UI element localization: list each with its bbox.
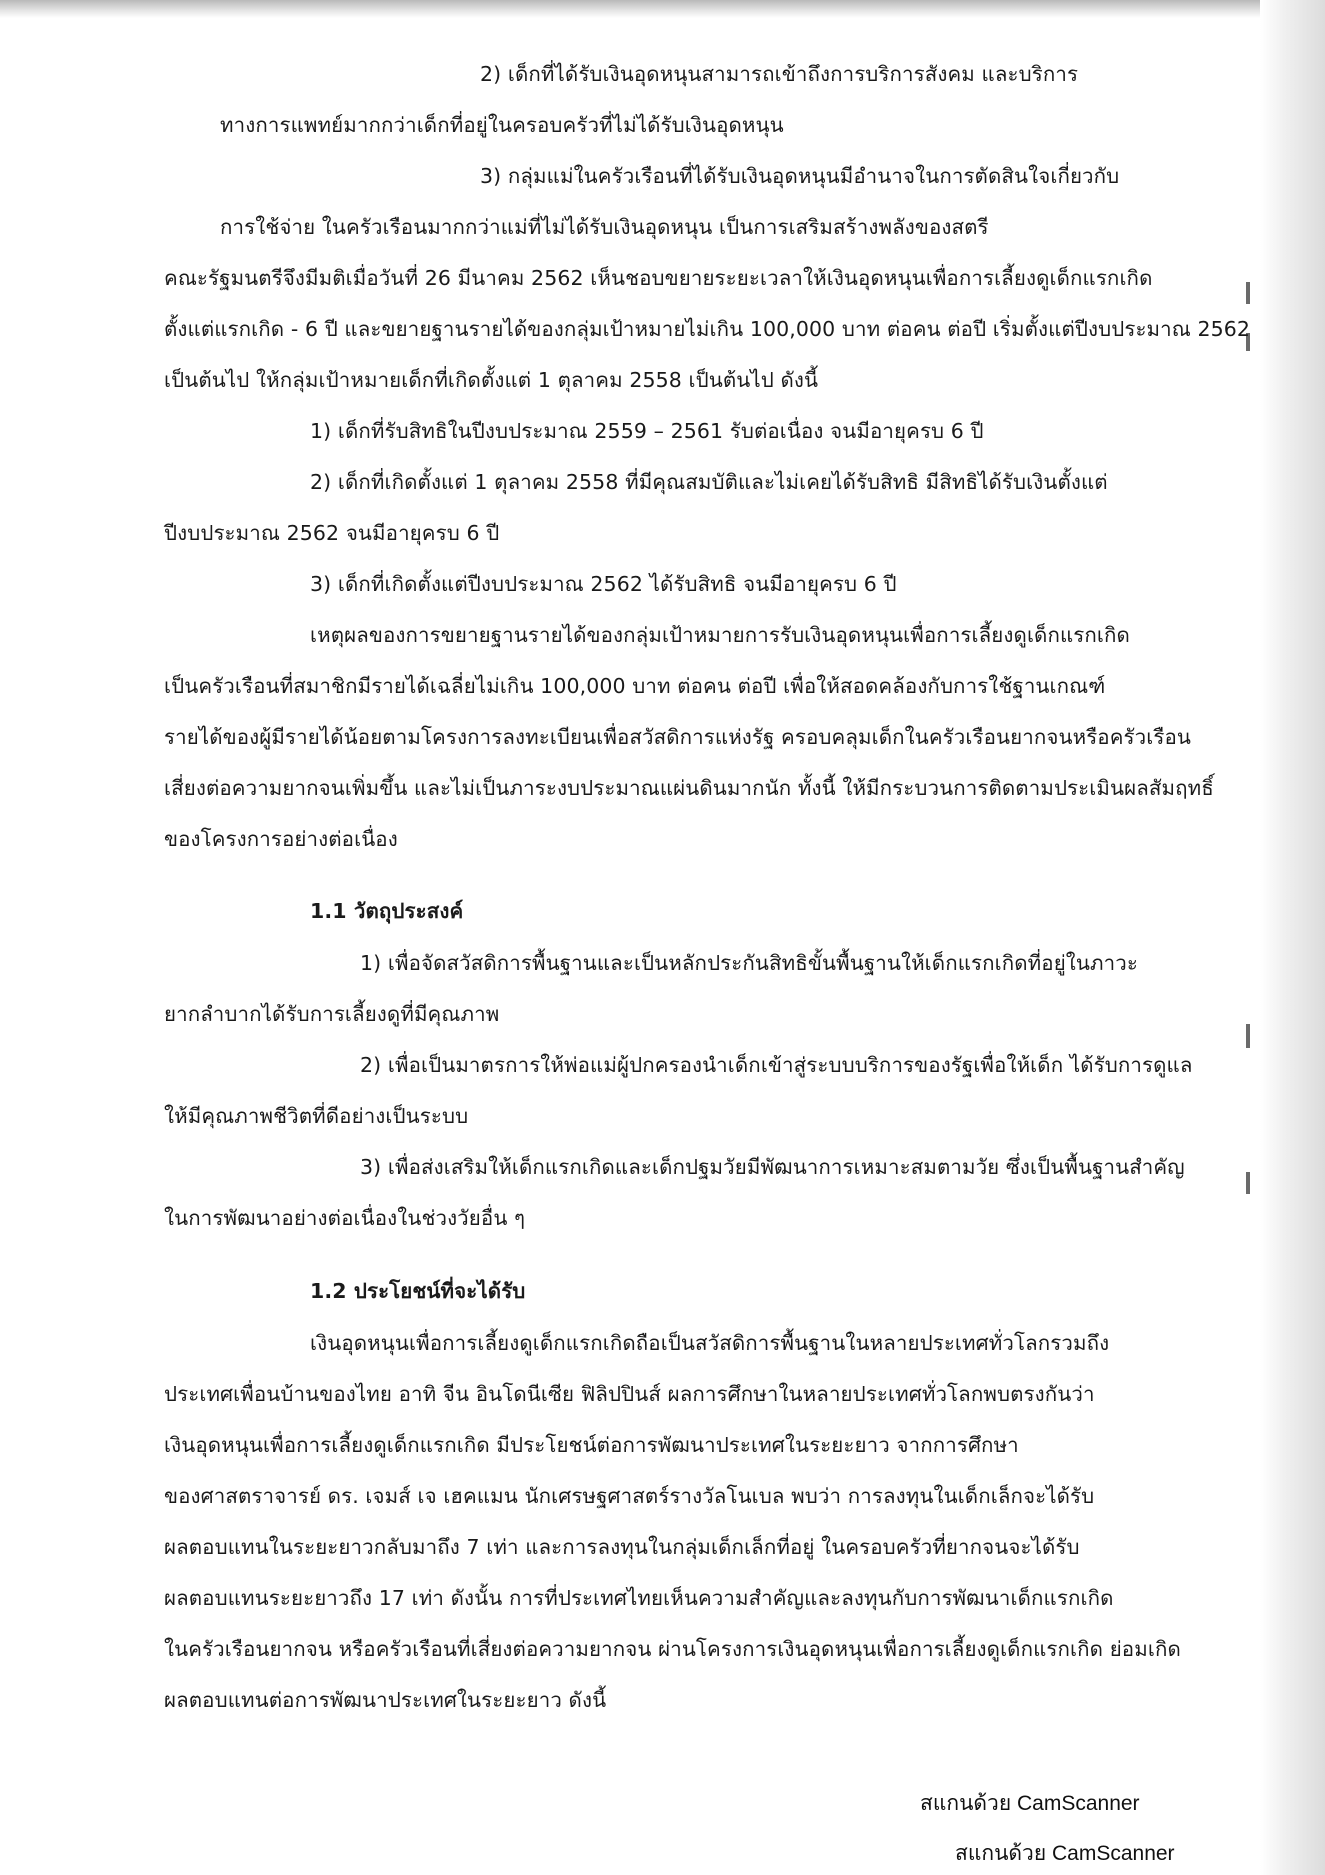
text-line: ของศาสตราจารย์ ดร. เจมส์ เจ เฮคแมน นักเศรษฐศาสตร์รางวัลโนเบล พบว่า การลงทุนในเด็กเล็กจะได้รับ [164,1484,1095,1508]
text-line: เงินอุดหนุนเพื่อการเลี้ยงดูเด็กแรกเกิดถือเป็นสวัสดิการพื้นฐานในหลายประเทศทั่วโลกรวมถึง [310,1331,1110,1355]
text-line: 2) เพื่อเป็นมาตรการให้พ่อแม่ผู้ปกครองนำเด็กเข้าสู่ระบบบริการของรัฐเพื่อให้เด็ก ได้รับการดูแล [360,1053,1193,1077]
scan-edge-mark [1246,282,1250,304]
text-line: ปีงบประมาณ 2562 จนมีอายุครบ 6 ปี [164,521,500,545]
text-line: ในการพัฒนาอย่างต่อเนื่องในช่วงวัยอื่น ๆ [164,1206,526,1230]
text-line: 2) เด็กที่ได้รับเงินอุดหนุนสามารถเข้าถึงการบริการสังคม และบริการ [480,62,1079,86]
text-line: 2) เด็กที่เกิดตั้งแต่ 1 ตุลาคม 2558 ที่มีคุณสมบัติและไม่เคยได้รับสิทธิ มีสิทธิได้รับเงินตั้งแต่ [310,470,1108,494]
text-line: ผลตอบแทนในระยะยาวกลับมาถึง 7 เท่า และการลงทุนในกลุ่มเด็กเล็กที่อยู่ ในครอบครัวที่ยากจนจะได้รับ [164,1535,1080,1559]
text-line: ในครัวเรือนยากจน หรือครัวเรือนที่เสี่ยงต่อความยากจน ผ่านโครงการเงินอุดหนุนเพื่อการเลี้ยงดูเด็กแรกเกิด ย่อมเกิด [164,1637,1181,1661]
text-line: 1) เด็กที่รับสิทธิในปีงบประมาณ 2559 – 2561 รับต่อเนื่อง จนมีอายุครบ 6 ปี [310,419,984,443]
section-heading: 1.2 ประโยชน์ที่จะได้รับ [310,1279,526,1303]
scan-edge-mark [1246,1172,1250,1194]
text-line: 3) กลุ่มแม่ในครัวเรือนที่ได้รับเงินอุดหนุนมีอำนาจในการตัดสินใจเกี่ยวกับ [480,164,1120,188]
text-line: ยากลำบากได้รับการเลี้ยงดูที่มีคุณภาพ [164,1002,500,1026]
camscanner-watermark: สแกนด้วย CamScanner [920,1792,1140,1815]
text-line: ประเทศเพื่อนบ้านของไทย อาทิ จีน อินโดนีเซีย ฟิลิปปินส์ ผลการศึกษาในหลายประเทศทั่วโลกพบตรงกันว่า [164,1382,1095,1406]
text-line: ผลตอบแทนระยะยาวถึง 17 เท่า ดังนั้น การที่ประเทศไทยเห็นความสำคัญและลงทุนกับการพัฒนาเด็กแรกเกิด [164,1586,1114,1610]
text-line: เป็นต้นไป ให้กลุ่มเป้าหมายเด็กที่เกิดตั้งแต่ 1 ตุลาคม 2558 เป็นต้นไป ดังนี้ [164,368,819,392]
text-line: ให้มีคุณภาพชีวิตที่ดีอย่างเป็นระบบ [164,1104,469,1128]
text-line: 3) เด็กที่เกิดตั้งแต่ปีงบประมาณ 2562 ได้รับสิทธิ จนมีอายุครบ 6 ปี [310,572,897,596]
text-line: ตั้งแต่แรกเกิด - 6 ปี และขยายฐานรายได้ของกลุ่มเป้าหมายไม่เกิน 100,000 บาท ต่อคน ต่อปี เริ่มตั้งแต่ปีงบประมาณ 2562 [164,317,1251,341]
text-line: คณะรัฐมนตรีจึงมีมติเมื่อวันที่ 26 มีนาคม 2562 เห็นชอบขยายระยะเวลาให้เงินอุดหนุนเพื่อการเลี้ยงดูเด็กแรกเกิด [164,266,1153,290]
scan-right-shadow [1260,0,1325,1875]
text-line: 3) เพื่อส่งเสริมให้เด็กแรกเกิดและเด็กปฐมวัยมีพัฒนาการเหมาะสมตามวัย ซึ่งเป็นพื้นฐานสำคัญ [360,1155,1185,1179]
text-line: ของโครงการอย่างต่อเนื่อง [164,827,398,851]
text-line: เสี่ยงต่อความยากจนเพิ่มขึ้น และไม่เป็นภาระงบประมาณแผ่นดินมากนัก ทั้งนี้ ให้มีกระบวนการติดตามประเมินผลสัมฤทธิ์ [164,776,1214,800]
text-line: เหตุผลของการขยายฐานรายได้ของกลุ่มเป้าหมายการรับเงินอุดหนุนเพื่อการเลี้ยงดูเด็กแรกเกิด [310,623,1130,647]
section-heading: 1.1 วัตถุประสงค์ [310,899,464,923]
camscanner-watermark: สแกนด้วย CamScanner [955,1842,1175,1865]
text-line: เงินอุดหนุนเพื่อการเลี้ยงดูเด็กแรกเกิด มีประโยชน์ต่อการพัฒนาประเทศในระยะยาว จากการศึกษา [164,1433,1019,1457]
scan-edge-mark [1246,1024,1250,1048]
text-line: การใช้จ่าย ในครัวเรือนมากกว่าแม่ที่ไม่ได้รับเงินอุดหนุน เป็นการเสริมสร้างพลังของสตรี [220,215,989,239]
text-line: รายได้ของผู้มีรายได้น้อยตามโครงการลงทะเบียนเพื่อสวัสดิการแห่งรัฐ ครอบคลุมเด็กในครัวเรือนยากจนหรือครัวเรือน [164,725,1192,749]
text-line: 1) เพื่อจัดสวัสดิการพื้นฐานและเป็นหลักประกันสิทธิขั้นพื้นฐานให้เด็กแรกเกิดที่อยู่ในภาวะ [360,951,1138,975]
text-line: เป็นครัวเรือนที่สมาชิกมีรายได้เฉลี่ยไม่เกิน 100,000 บาท ต่อคน ต่อปี เพื่อให้สอดคล้องกับการใช้ฐานเกณฑ์ [164,674,1106,698]
scan-top-shadow [0,0,1260,18]
text-line: ทางการแพทย์มากกว่าเด็กที่อยู่ในครอบครัวที่ไม่ได้รับเงินอุดหนุน [220,113,784,137]
text-line: ผลตอบแทนต่อการพัฒนาประเทศในระยะยาว ดังนี้ [164,1688,607,1712]
